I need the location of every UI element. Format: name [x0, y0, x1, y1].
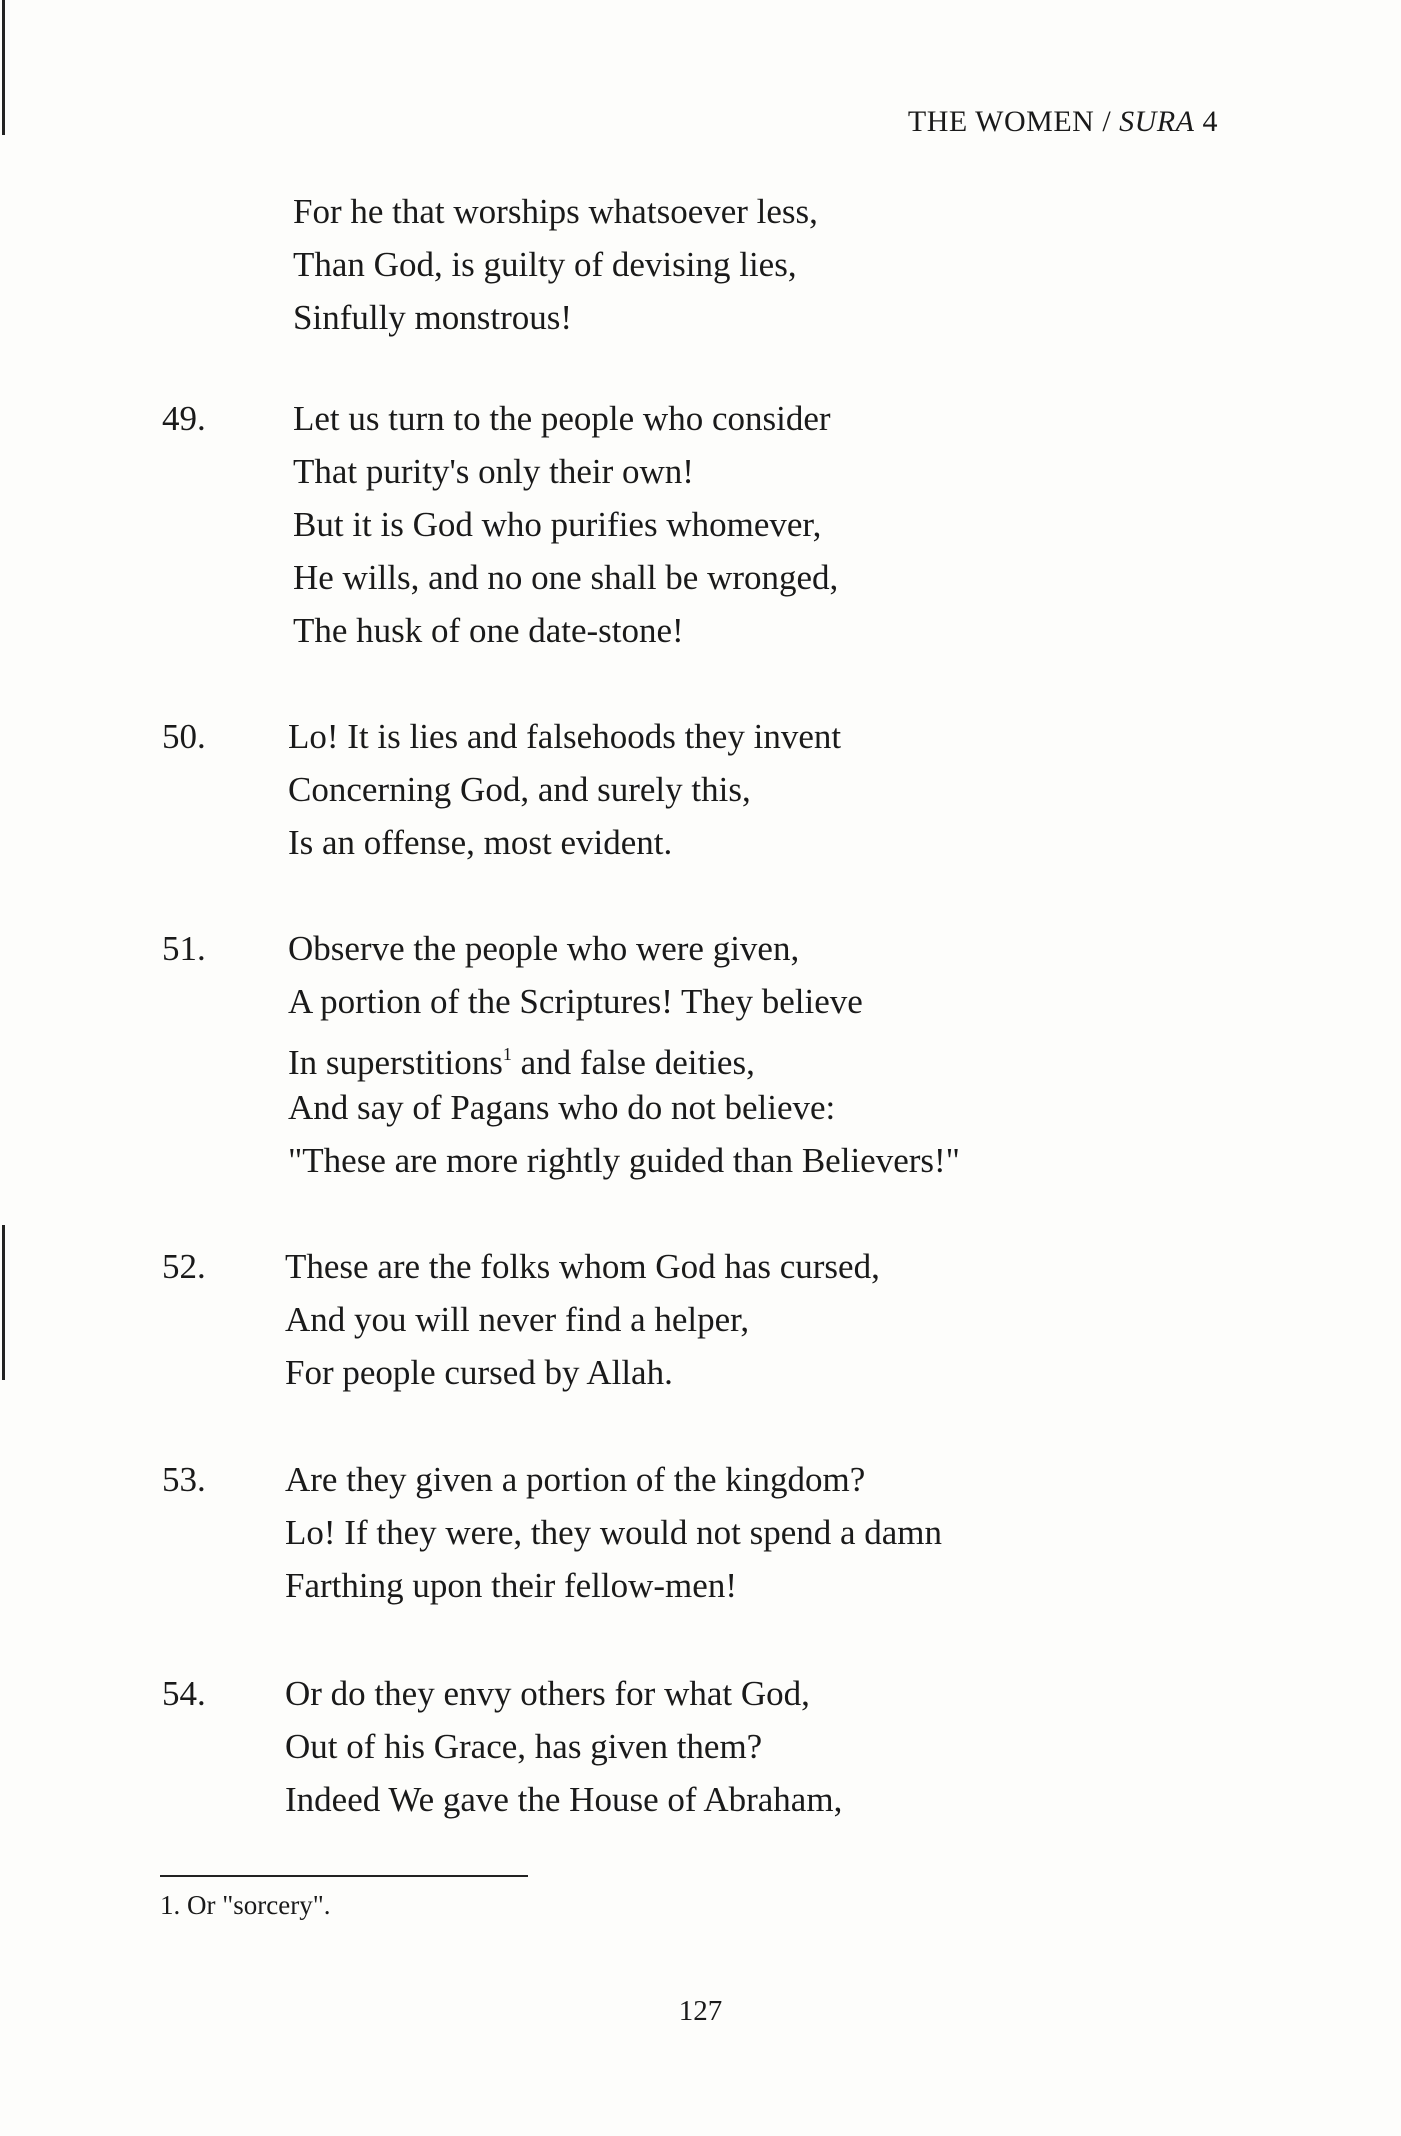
running-head-title: THE WOMEN /	[907, 105, 1120, 138]
verse-number: 49.	[162, 399, 206, 438]
verse-line: A portion of the Scriptures! They believe	[288, 982, 863, 1021]
scan-edge-mark	[2, 0, 5, 135]
verse-lines	[285, 1667, 842, 1826]
verse-number: 54.	[162, 1674, 206, 1713]
verse-line: Indeed We gave the House of Abraham,	[285, 1780, 843, 1819]
verse-line: Observe the people who were given,	[288, 929, 800, 968]
verse-line: Lo! If they were, they would not spend a damn	[285, 1513, 943, 1552]
verse-line: These are the folks whom God has cursed,	[285, 1247, 880, 1286]
verse-line: Sinfully monstrous!	[293, 298, 573, 337]
verse-line: Are they given a portion of the kingdom?	[285, 1460, 866, 1499]
verse-number: 52.	[162, 1247, 206, 1286]
footnote: 1. Or "sorcery".	[160, 1890, 331, 1920]
verse-line: Than God, is guilty of devising lies,	[293, 245, 797, 284]
verse-line	[288, 1028, 960, 1081]
verse-line: And you will never find a helper,	[285, 1300, 750, 1339]
verse-lines	[288, 922, 960, 1187]
verse-line: The husk of one date-stone!	[293, 611, 684, 650]
verse-line: Concerning God, and surely this,	[288, 770, 751, 809]
verse-lines	[293, 392, 838, 657]
verse-line: "These are more rightly guided than Believers!"	[288, 1141, 960, 1180]
verse-lines	[293, 185, 818, 344]
running-head	[908, 105, 1218, 139]
running-head-sura-label: SURA	[1119, 105, 1195, 138]
verse-line: Or do they envy others for what God,	[285, 1674, 810, 1713]
verse-line: He wills, and no one shall be wronged,	[293, 558, 839, 597]
verse-line: Farthing upon their fellow-men!	[285, 1566, 737, 1605]
verse-number: 51.	[162, 929, 206, 968]
verse-lines	[285, 1240, 880, 1399]
verse-line: For he that worships whatsoever less,	[293, 192, 818, 231]
footnote-marker: 1	[502, 1044, 512, 1064]
footnote-divider	[160, 1875, 528, 1877]
verse-number: 53.	[162, 1460, 206, 1499]
verse-line: Is an offense, most evident.	[288, 823, 673, 862]
verse-line: And say of Pagans who do not believe:	[288, 1088, 836, 1127]
verse-line: Lo! It is lies and falsehoods they invent	[288, 717, 842, 756]
scan-edge-mark	[2, 1225, 5, 1380]
page-number: 127	[678, 1995, 723, 2027]
verse-line: For people cursed by Allah.	[285, 1353, 673, 1392]
verse-line: Let us turn to the people who consider	[293, 399, 831, 438]
verse-line: That purity's only their own!	[293, 452, 694, 491]
running-head-sura-number: 4	[1202, 105, 1218, 138]
verse-line: But it is God who purifies whomever,	[293, 505, 822, 544]
verse-lines	[285, 1453, 942, 1612]
verse-lines	[288, 710, 841, 869]
verse-line: Out of his Grace, has given them?	[285, 1727, 763, 1766]
verse-line-text: In superstitions	[288, 1043, 503, 1082]
verse-line-text: and false deities,	[511, 1043, 755, 1082]
verse-number: 50.	[162, 717, 206, 756]
